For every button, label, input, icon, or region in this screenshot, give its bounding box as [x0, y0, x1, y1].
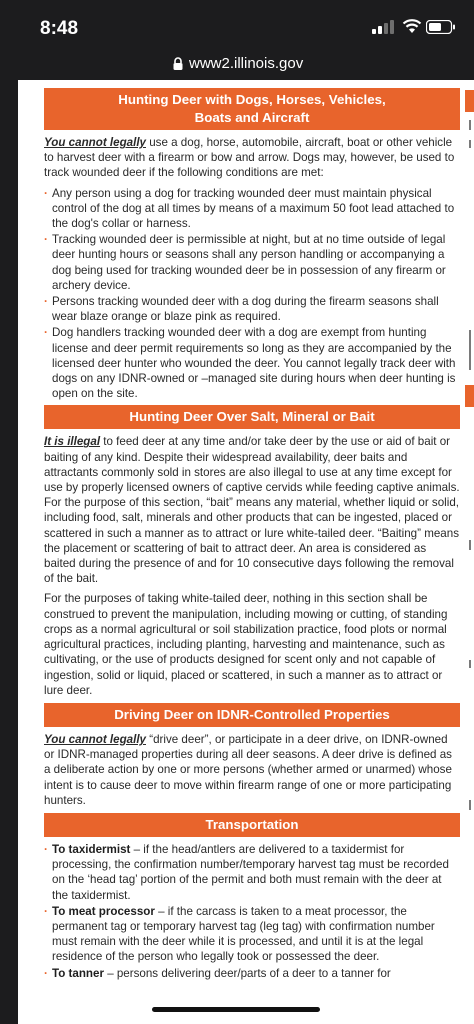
lead-phrase: You cannot legally — [44, 732, 146, 746]
list-item — [44, 186, 460, 232]
list-item-text: Tracking wounded deer is permissible at night, but at no time outside of legal deer hunting hours or seasons shall any person handling or accompanying a dog being used for tracking wounded deer be in possession of any firearm or archery device. — [52, 233, 446, 292]
intro-text: “drive deer”, or participate in a deer drive, on IDNR-owned or IDNR-managed properties during all deer seasons. A deer drive is defined as a deliberate action by one or more persons (whether armed or unarmed) whose intent is to cause deer to move within firearm range of one or more participating hunters. — [44, 732, 452, 807]
intro-text: use a dog, horse, automobile, aircraft, boat or other vehicle to harvest deer with a firearm or bow and arrow. Dogs may, however, be used to track wounded deer if the following conditions are met: — [44, 136, 455, 180]
status-bar — [0, 0, 474, 50]
section-intro-paragraph — [44, 732, 460, 808]
list-item — [44, 325, 460, 401]
lock-icon — [172, 57, 184, 71]
bullet-icon: · — [44, 295, 48, 309]
section-intro-paragraph — [44, 434, 460, 586]
home-indicator[interactable] — [152, 1007, 320, 1012]
url-text[interactable]: www2.illinois.gov — [189, 55, 304, 72]
section-header-transportation: Transportation — [44, 813, 460, 837]
adjacent-text-fragment — [469, 140, 471, 148]
bullet-icon: · — [44, 186, 48, 200]
list-item-text: – if the head/antlers are delivered to a taxidermist for processing, the confirmation number/temporary harvest tag must be recorded on the ‘head tag’ portion of the permit and both must remain with the deer at the taxidermist. — [52, 842, 449, 902]
list-item-term: To meat processor — [52, 904, 155, 918]
battery-icon — [426, 20, 456, 34]
section-header-salt-mineral-bait: Hunting Deer Over Salt, Mineral or Bait — [44, 405, 460, 429]
lead-phrase: It is illegal — [44, 435, 101, 449]
signal-icon — [372, 20, 398, 34]
bullet-icon: · — [44, 842, 48, 856]
status-time: 8:48 — [40, 18, 79, 39]
list-item-text: Dog handlers tracking wounded deer with a dog are exempt from hunting license and deer permit requirements so long as they are accompanied by the licensed deer hunter who wounded the deer. You cannot legally track deer with dogs on any IDNR-owned or –managed site during hours when deer hunting is open on the site. — [52, 326, 456, 401]
bullet-icon: · — [44, 966, 48, 980]
list-item — [44, 904, 460, 965]
intro-text: to feed deer at any time and/or take deer by the use or aid of bait or baiting of any kind. Despite their widespread availability, deer baits and attractants commonly sold in stores are also illegal to use at any time except for use by properly licensed owners of captive cervids while feeding captive animals. For the purpose of this section, “bait” means any material, whether liquid or solid, including food, salt, minerals and other products that can be ingested, placed or scattered in such a manner as to attract or lure white-tailed deer. “Baiting” means the placement or scattering of bait to attract deer. An area is considered as baited during the presence of and for 10 consecutive days following the removal of the bait. — [44, 435, 460, 586]
bullet-icon: · — [44, 326, 48, 340]
list-item — [44, 842, 460, 903]
adjacent-page-edge — [462, 80, 474, 1024]
bullet-icon: · — [44, 233, 48, 247]
list-item — [44, 966, 460, 981]
browser-url-bar[interactable] — [0, 50, 474, 80]
adjacent-text-fragment — [469, 540, 471, 550]
section-title-line1: Hunting Deer with Dogs, Horses, Vehicles, — [118, 92, 386, 107]
list-item-term: To tanner — [52, 966, 104, 980]
section-title-line2: Boats and Aircraft — [194, 110, 310, 125]
adjacent-section-header — [465, 385, 474, 407]
document-content — [44, 88, 460, 985]
bullet-icon: · — [44, 904, 48, 918]
section-intro-paragraph — [44, 135, 460, 181]
adjacent-text-fragment — [469, 660, 471, 668]
list-item-text: – if the carcass is taken to a meat processor, the permanent tag or temporary harvest tag (leg tag) with confirmation number must remain with the deer while it is processed, and until it is at the legal residence of the person who legally took or possessed the deer. — [52, 904, 435, 964]
adjacent-text-fragment — [469, 800, 471, 810]
adjacent-text-fragment — [469, 330, 471, 370]
adjacent-text-fragment — [469, 120, 471, 130]
section-header-driving-deer: Driving Deer on IDNR-Controlled Properties — [44, 703, 460, 727]
section-header-dogs-horses-vehicles — [44, 88, 460, 130]
transportation-list — [44, 842, 460, 981]
list-item — [44, 294, 460, 324]
list-item-text: Persons tracking wounded deer with a dog during the firearm seasons shall wear blaze orange or blaze pink as required. — [52, 295, 439, 324]
document-page — [18, 80, 474, 1024]
lead-phrase: You cannot legally — [44, 136, 146, 149]
adjacent-section-header — [465, 90, 474, 112]
list-item-term: To taxidermist — [52, 842, 131, 856]
wifi-icon — [402, 18, 422, 34]
list-item-text: Any person using a dog for tracking wounded deer must maintain physical control of the dog at all times by means of a maximum 50 foot lead attached to the dog's collar or harness. — [52, 186, 455, 231]
tracking-conditions-list — [44, 186, 460, 402]
section-paragraph: For the purposes of taking white-tailed deer, nothing in this section shall be construed to prevent the manipulation, including mowing or cutting, of standing crops as a normal agricultural or soil stabilization practice, food plots or normal agricultural practices, including planting, harvesting and maintenance, such as cultivating, or the use of products designed for scent only and not capable of ingestion, solid or liquid, placed or scattered, in such a manner as to attract or lure deer. — [44, 592, 448, 697]
list-item-text: – persons delivering deer/parts of a deer to a tanner for — [103, 966, 391, 980]
list-item — [44, 232, 460, 293]
